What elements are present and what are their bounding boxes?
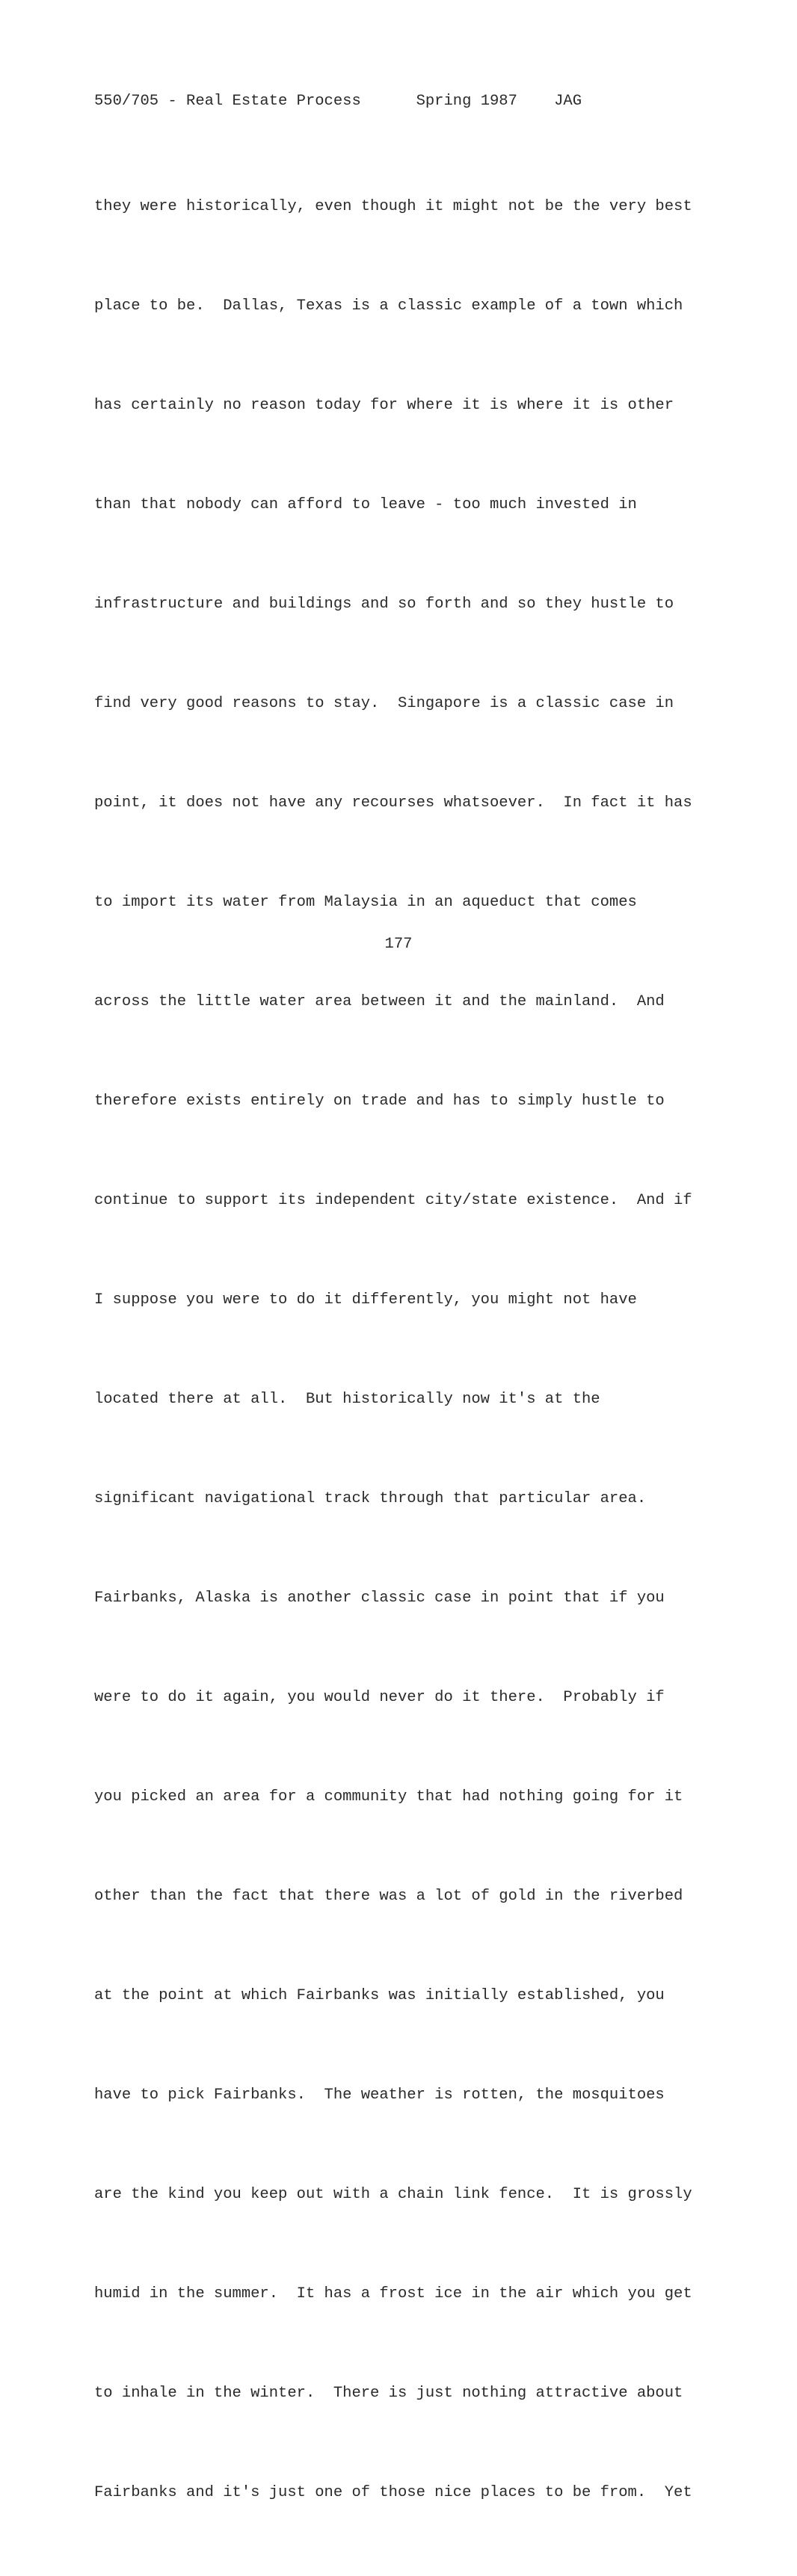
text-line: across the little water area between it and the mainland. And xyxy=(94,992,665,1010)
text-line: Fairbanks and it's just one of those nice places to be from. Yet xyxy=(94,2484,692,2502)
text-line: point, it does not have any recourses whatsoever. In fact it has xyxy=(94,794,692,812)
text-line: than that nobody can afford to leave - too much invested in xyxy=(94,495,637,513)
text-line: therefore exists entirely on trade and has to simply hustle to xyxy=(94,1092,665,1110)
text-line: Fairbanks, Alaska is another classic case in point that if you xyxy=(94,1590,665,1607)
text-line: to import its water from Malaysia in an aqueduct that comes xyxy=(94,893,637,911)
header-initials: JAG xyxy=(554,93,582,110)
text-line: they were historically, even though it might not be the very best xyxy=(94,197,692,215)
header-term: Spring 1987 xyxy=(416,93,517,110)
page-header xyxy=(94,91,582,112)
text-line: I suppose you were to do it differently, you might not have xyxy=(94,1291,637,1309)
text-line: continue to support its independent city/state existence. And if xyxy=(94,1192,692,1209)
text-line: have to pick Fairbanks. The weather is rotten, the mosquitoes xyxy=(94,2087,665,2104)
text-line: are the kind you keep out with a chain link fence. It is grossly xyxy=(94,2186,692,2204)
page-number: 177 xyxy=(384,936,413,953)
text-line: you picked an area for a community that had nothing going for it xyxy=(94,1788,683,1806)
text-line: significant navigational track through that particular area. xyxy=(94,1490,647,1508)
header-course: 550/705 - Real Estate Process xyxy=(94,93,361,110)
text-line: humid in the summer. It has a frost ice in the air which you get xyxy=(94,2285,692,2303)
text-line: to inhale in the winter. There is just nothing attractive about xyxy=(94,2385,683,2403)
text-line: at the point at which Fairbanks was initially established, you xyxy=(94,1987,665,2005)
text-line: other than the fact that there was a lot of gold in the riverbed xyxy=(94,1888,683,1906)
text-line: were to do it again, you would never do it there. Probably if xyxy=(94,1689,665,1707)
body-text xyxy=(94,124,692,2576)
text-line: located there at all. But historically now it's at the xyxy=(94,1391,600,1409)
text-line: place to be. Dallas, Texas is a classic example of a town which xyxy=(94,297,683,315)
text-line: find very good reasons to stay. Singapore is a classic case in xyxy=(94,694,674,712)
text-line: has certainly no reason today for where it is where it is other xyxy=(94,396,674,414)
text-line: infrastructure and buildings and so forth and so they hustle to xyxy=(94,595,674,613)
